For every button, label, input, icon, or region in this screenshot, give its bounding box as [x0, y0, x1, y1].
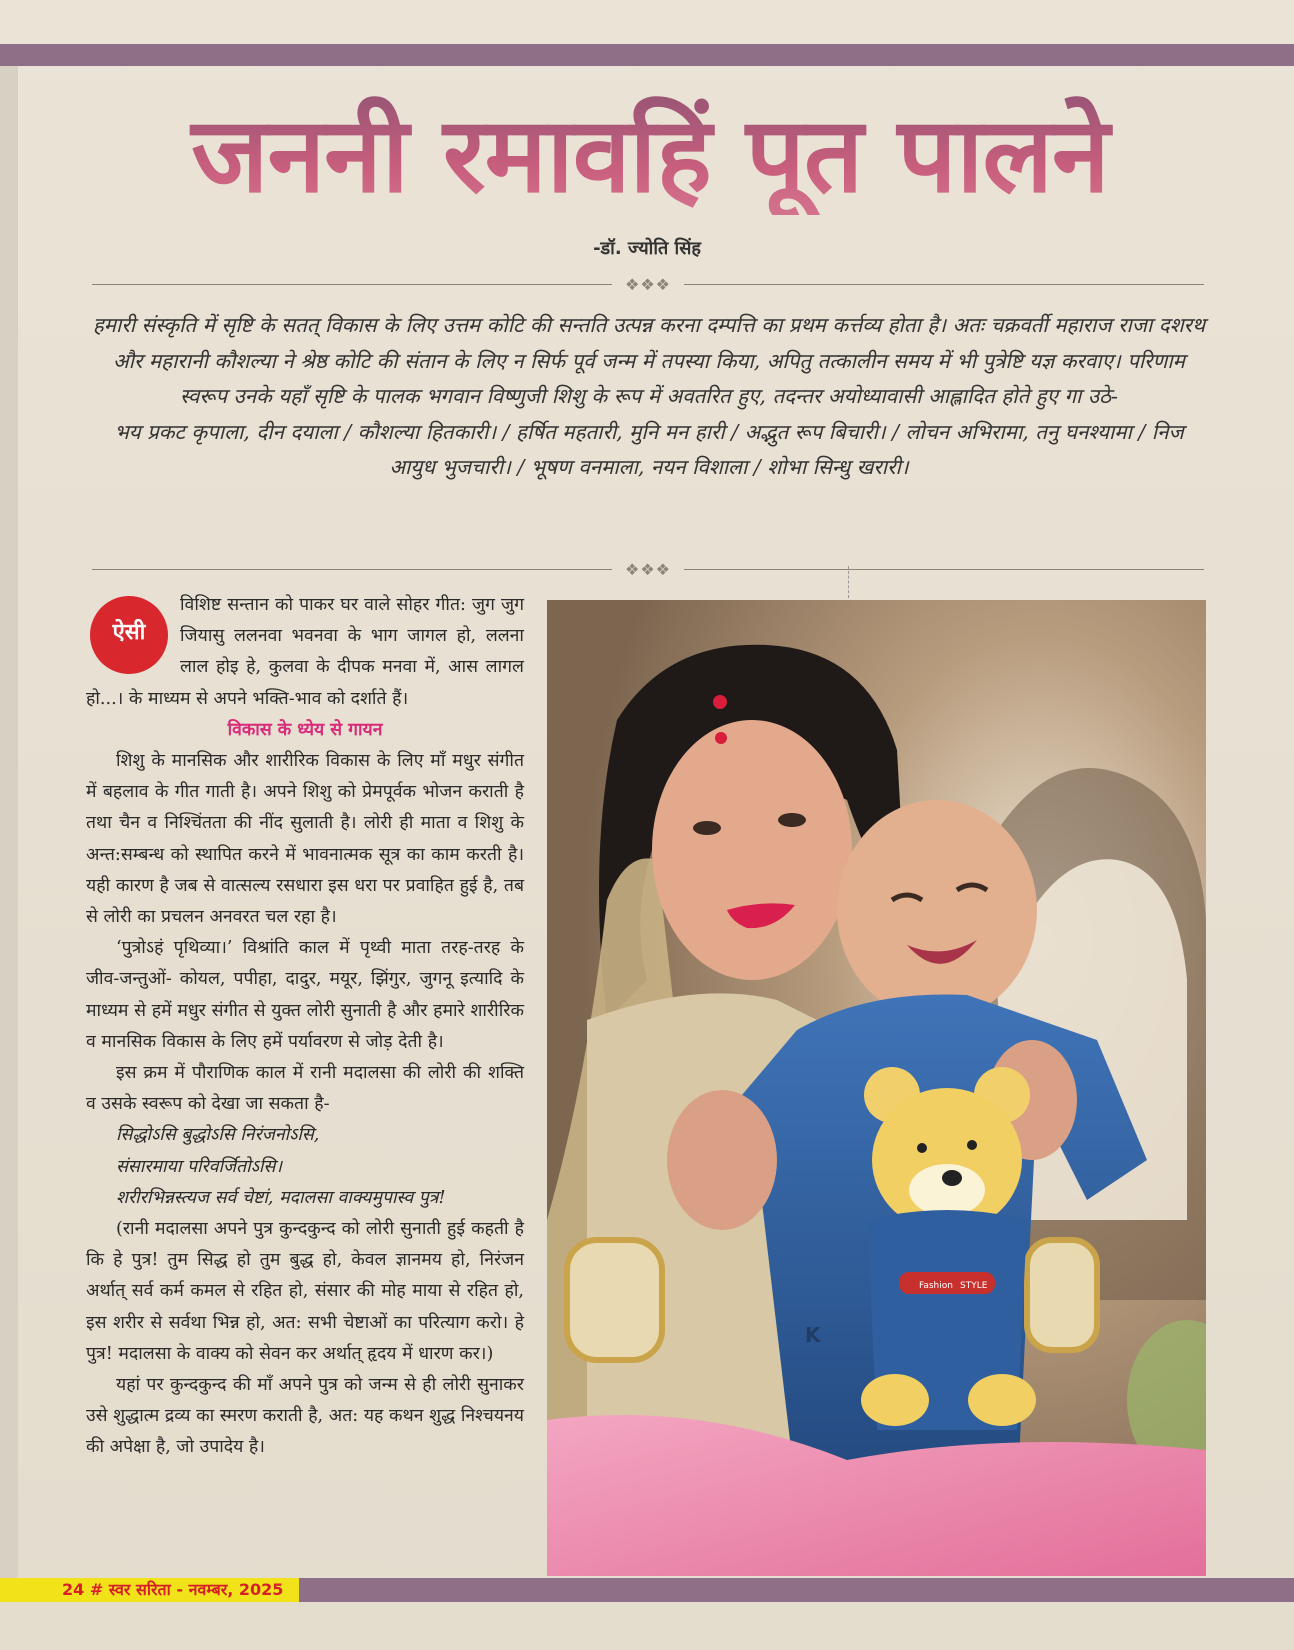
ornament-icon: ❖❖❖ — [624, 560, 672, 579]
body-paragraph: विशिष्ट सन्तान को पाकर घर वाले सोहर गीत: जुग जुग जियासु ललनवा भवनवा के भाग जागल हो, ललना लाल होइ हे, कुलवा के दीपक मनवा में, आस लागल हो...। के माध्यम से अपने भक्ति-भाव को दर्शाते हैं। — [86, 595, 524, 709]
body-paragraph: इस क्रम में पौराणिक काल में रानी मदालसा की लोरी की शक्ति व उसके स्वरूप को देखा जा सकता है- — [86, 1063, 524, 1115]
sanskrit-verse-line: सिद्धोऽसि बुद्धोऽसि निरंजनोऽसि, — [116, 1125, 320, 1146]
body-paragraph: शिशु के मानसिक और शारीरिक विकास के लिए माँ मधुर संगीत में बहलाव के गीत गाती है। अपने शिशु को प्रेमपूर्वक भोजन कराती है तथा चैन व निश्चिंतता की नींद सुलाती है। लोरी ही माता व शिशु के अन्त:सम्बन्ध को स्थापित करने में भावनात्मक सूत्र का काम करती है। यही कारण है जब से वात्सल्य रसधारा इस धरा पर प्रवाहित हुई है, तब से लोरी का प्रचलन अनवरत चल रहा है। — [86, 751, 524, 928]
ornament-divider-bottom — [92, 560, 1204, 580]
overall-letter: K — [805, 1323, 821, 1347]
ornament-icon: ❖❖❖ — [624, 275, 672, 294]
toy-badge-right: STYLE — [960, 1281, 988, 1291]
intro-block — [90, 308, 1208, 486]
body-column — [86, 590, 524, 1464]
column-guide — [848, 566, 849, 598]
body-paragraph: (रानी मदालसा अपने पुत्र कुन्दकुन्द को लोरी सुनाती हुई कहती है कि हे पुत्र! तुम सिद्ध हो तुम बुद्ध हो, केवल ज्ञानमय हो, निरंजन अर्थात् सर्व कर्म कमल से रहित हो, संसार की मोह माया से रहित हो, इस शरीर से सर्वथा भिन्न हो, अत: सभी चेष्टाओं का परित्याग करो। हे पुत्र! मदालसा के वाक्य को सेवन कर अर्थात् हृदय में धारण कर।) — [86, 1219, 524, 1364]
ornament-divider-top — [92, 275, 1204, 295]
top-color-band — [0, 44, 1294, 66]
author-byline: -डॉ. ज्योति सिंह — [593, 238, 701, 259]
article-title: जननी रमावहिं पूत पालने — [80, 95, 1220, 215]
sanskrit-verse-line: संसारमाया परिवर्जितोऽसि। — [116, 1156, 283, 1177]
dropcap-badge: ऐसी — [90, 596, 168, 674]
body-paragraph: यहां पर कुन्दकुन्द की माँ अपने पुत्र को जन्म से ही लोरी सुनाकर उसे शुद्धात्म द्रव्य का स्मरण कराती है, अत: यह कथन शुद्ध निश्चयनय की अपेक्षा है, जो उपादेय है। — [86, 1375, 524, 1458]
sanskrit-verse-line: शरीरभिन्नस्त्यज सर्व चेष्टां, मदालसा वाक्यमुपास्व पुत्र! — [116, 1187, 446, 1208]
toy-badge-left: Fashion — [919, 1281, 953, 1291]
page-footer-label: 24 # स्वर सरिता - नवम्बर, 2025 — [0, 1578, 299, 1602]
body-paragraph: ‘पुत्रोऽहं पृथिव्या।’ विश्रांति काल में पृथ्वी माता तरह-तरह के जीव-जन्तुओं- कोयल, पपीहा, दादुर, मयूर, झिंगुर, जुगनू इत्यादि के माध्यम से हमें मधुर संगीत से युक्त लोरी सुनाती है और हमारे शारीरिक व मानसिक विकास के लिए हमें पर्यावरण से जोड़ देती है। — [86, 938, 524, 1052]
intro-poem: भय प्रकट कृपाला, दीन दयाला / कौशल्या हितकारी। / हर्षित महतारी, मुनि मन हारी / अद्भुत रूप बिचारी। / लोचन अभिरामा, तनु घनश्यामा / निज आयुध भुजचारी। / भूषण वनमाला, नयन विशाला / शोभा सिन्धु खरारी। — [114, 419, 1184, 479]
mother-child-photo — [547, 600, 1206, 1576]
section-subheading: विकास के ध्येय से गायन — [227, 719, 383, 740]
intro-paragraph: हमारी संस्कृति में सृष्टि के सतत् विकास के लिए उत्तम कोटि की सन्तति उत्पन्न करना दम्पत्ति का प्रथम कर्त्तव्य होता है। अतः चक्रवर्ती महाराज राजा दशरथ और महारानी कौशल्या ने श्रेष्ठ कोटि की संतान के लिए न सिर्फ पूर्व जन्म में तपस्या किया, अपितु तत्कालीन समय में भी पुत्रेष्टि यज्ञ करवाए। परिणाम स्वरूप उनके यहाँ सृष्टि के पालक भगवान विष्णुजी शिशु के रूप में अवतरित हुए, तदन्तर अयोध्यावासी आह्लादित होते हुए गा उठे- — [92, 313, 1206, 408]
photo-illustration — [547, 600, 1206, 1576]
page-margin-strip — [0, 66, 18, 1586]
